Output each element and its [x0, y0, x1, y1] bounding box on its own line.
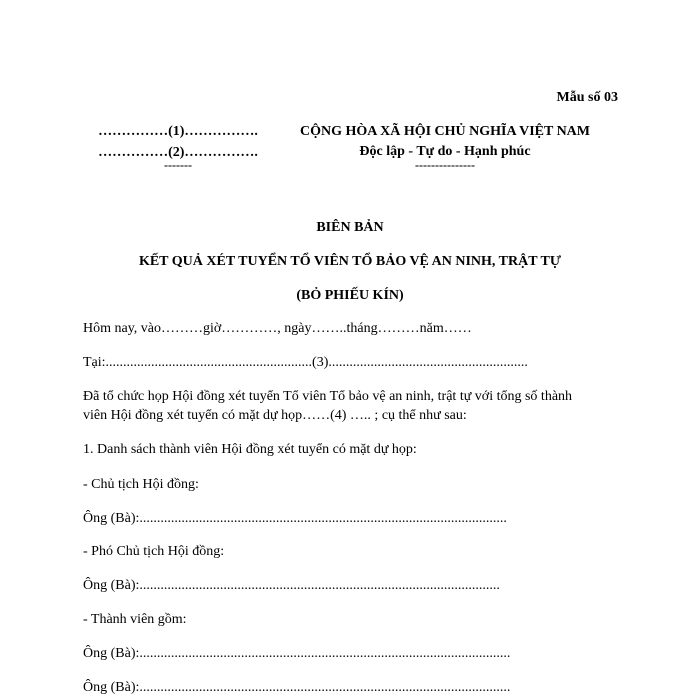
doc-subtitle: KẾT QUẢ XÉT TUYỂN TỔ VIÊN TỔ BẢO VỆ AN NINH, TRẬT TỰ — [138, 254, 562, 269]
vice-chair-name-line: Ông (Bà):....................................................................................................... — [83, 578, 500, 593]
paragraph-line-1: Đã tổ chức họp Hội đồng xét tuyển Tổ viên Tổ bảo vệ an ninh, trật tự với tổng số thành — [83, 389, 573, 404]
vice-chair-label: - Phó Chủ tịch Hội đồng: — [83, 544, 225, 559]
doc-title: BIÊN BẢN — [316, 220, 384, 235]
agency-line-2: ……………(2)……………. — [98, 145, 258, 160]
motto-rule: --------------- — [415, 158, 475, 172]
motto: Độc lập - Tự do - Hạnh phúc — [359, 144, 531, 159]
place-line: Tại:...........................................................(3)......................................................... — [83, 355, 528, 370]
agency-line-1: ……………(1)……………. — [98, 124, 258, 139]
form-number: Mẫu số 03 — [556, 90, 618, 105]
chair-name-line: Ông (Bà):......................................................................................................... — [83, 511, 507, 526]
members-label: - Thành viên gồm: — [83, 612, 187, 627]
member-name-line-1: Ông (Bà):.......................................................................................................... — [83, 646, 511, 661]
time-line: Hôm nay, vào………giờ…………, ngày……..tháng………năm…… — [83, 321, 472, 336]
agency-rule: ------- — [164, 158, 192, 172]
chair-label: - Chủ tịch Hội đồng: — [83, 477, 199, 492]
paragraph-line-2: viên Hội đồng xét tuyển có mặt dự họp……(4) ….. ; cụ thể như sau: — [83, 408, 467, 423]
country-name: CỘNG HÒA XÃ HỘI CHỦ NGHĨA VIỆT NAM — [299, 124, 590, 139]
section-1-heading: 1. Danh sách thành viên Hội đồng xét tuyển có mặt dự họp: — [83, 442, 417, 457]
doc-note: (BỎ PHIẾU KÍN) — [296, 288, 404, 303]
member-name-line-2: Ông (Bà):.......................................................................................................... — [83, 680, 511, 695]
